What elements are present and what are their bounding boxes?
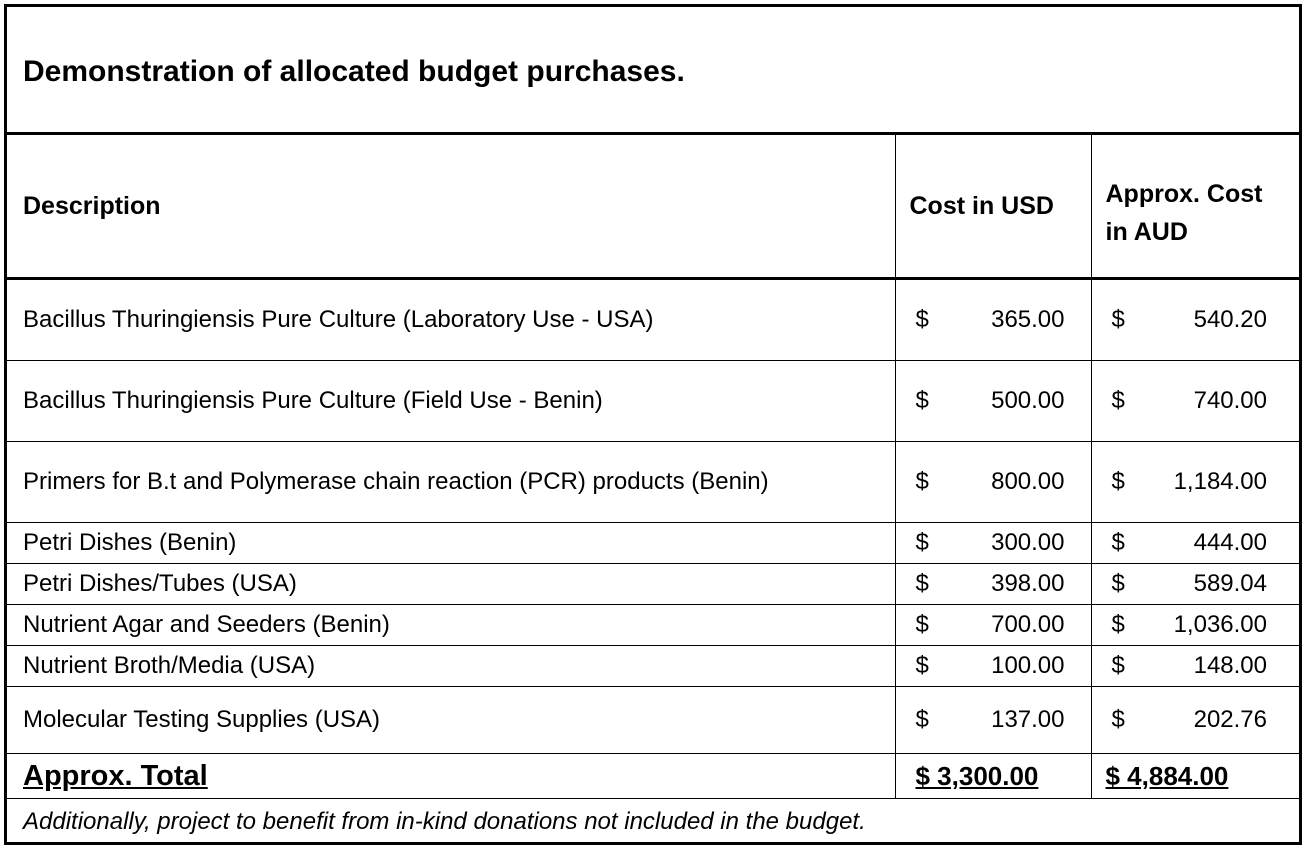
row-aud-cell (1091, 605, 1299, 646)
row-usd-value: 300.00 (991, 529, 1065, 556)
row-usd-value: 100.00 (991, 652, 1065, 679)
table-row (7, 687, 1299, 754)
row-description: Bacillus Thuringiensis Pure Culture (Field Use - Benin) (7, 361, 895, 442)
row-aud-value: 540.20 (1193, 306, 1267, 333)
total-usd-cell (895, 754, 1091, 799)
currency-symbol: $ (1111, 468, 1125, 495)
header-description: Description (7, 135, 895, 279)
currency-symbol: $ (1111, 652, 1125, 679)
header-aud (1091, 135, 1299, 279)
row-usd-cell (895, 646, 1091, 687)
row-description: Nutrient Broth/Media (USA) (7, 646, 895, 687)
row-description: Petri Dishes/Tubes (USA) (7, 564, 895, 605)
currency-symbol: $ (915, 611, 929, 638)
row-aud-value: 1,184.00 (1173, 468, 1267, 495)
table-row (7, 523, 1299, 564)
footnote: Additionally, project to benefit from in-kind donations not included in the budget. (23, 807, 866, 835)
row-description: Petri Dishes (Benin) (7, 523, 895, 564)
header-row (7, 135, 1299, 279)
header-aud-line1: Approx. Cost (1105, 180, 1263, 208)
table-row (7, 442, 1299, 523)
currency-symbol: $ (915, 387, 929, 414)
row-usd-cell (895, 361, 1091, 442)
row-aud-value: 148.00 (1193, 652, 1267, 679)
row-usd-value: 800.00 (991, 468, 1065, 495)
row-usd-value: 398.00 (991, 570, 1065, 597)
budget-table-container (4, 4, 1302, 845)
table-title: Demonstration of allocated budget purchases. (23, 54, 685, 88)
currency-symbol: $ (1111, 306, 1125, 333)
row-description: Bacillus Thuringiensis Pure Culture (Laboratory Use - USA) (7, 279, 895, 361)
table-row (7, 646, 1299, 687)
total-aud: $ 4,884.00 (1105, 760, 1229, 791)
row-aud-value: 589.04 (1193, 570, 1267, 597)
row-aud-cell (1091, 279, 1299, 361)
currency-symbol: $ (915, 306, 929, 333)
header-aud-line2: in AUD (1105, 218, 1188, 246)
row-aud-cell (1091, 442, 1299, 523)
row-aud-cell (1091, 523, 1299, 564)
total-usd: $ 3,300.00 (915, 760, 1039, 791)
currency-symbol: $ (1111, 611, 1125, 638)
currency-symbol: $ (915, 570, 929, 597)
total-row (7, 754, 1299, 799)
row-usd-value: 137.00 (991, 706, 1065, 733)
currency-symbol: $ (915, 652, 929, 679)
row-usd-value: 365.00 (991, 306, 1065, 333)
row-description: Primers for B.t and Polymerase chain reaction (PCR) products (Benin) (7, 442, 895, 523)
header-usd: Cost in USD (895, 135, 1091, 279)
title-row (7, 7, 1299, 135)
table-row (7, 361, 1299, 442)
currency-symbol: $ (915, 468, 929, 495)
row-description: Nutrient Agar and Seeders (Benin) (7, 605, 895, 646)
table-row (7, 564, 1299, 605)
table-row (7, 279, 1299, 361)
row-usd-cell (895, 523, 1091, 564)
total-label: Approx. Total (7, 754, 895, 799)
row-aud-value: 1,036.00 (1173, 611, 1267, 638)
currency-symbol: $ (1111, 529, 1125, 556)
table-row (7, 605, 1299, 646)
currency-symbol: $ (1111, 387, 1125, 414)
row-usd-cell (895, 442, 1091, 523)
row-aud-cell (1091, 361, 1299, 442)
row-aud-value: 202.76 (1193, 706, 1267, 733)
row-aud-cell (1091, 564, 1299, 605)
currency-symbol: $ (1111, 570, 1125, 597)
row-usd-value: 700.00 (991, 611, 1065, 638)
row-aud-value: 740.00 (1193, 387, 1267, 414)
budget-table (7, 135, 1299, 844)
total-aud-cell (1091, 754, 1299, 799)
row-aud-cell (1091, 646, 1299, 687)
row-usd-cell (895, 605, 1091, 646)
row-aud-cell (1091, 687, 1299, 754)
currency-symbol: $ (915, 529, 929, 556)
currency-symbol: $ (1111, 706, 1125, 733)
row-aud-value: 444.00 (1193, 529, 1267, 556)
footnote-row (7, 799, 1299, 845)
row-usd-value: 500.00 (991, 387, 1065, 414)
row-usd-cell (895, 279, 1091, 361)
currency-symbol: $ (915, 706, 929, 733)
row-usd-cell (895, 687, 1091, 754)
row-description: Molecular Testing Supplies (USA) (7, 687, 895, 754)
row-usd-cell (895, 564, 1091, 605)
